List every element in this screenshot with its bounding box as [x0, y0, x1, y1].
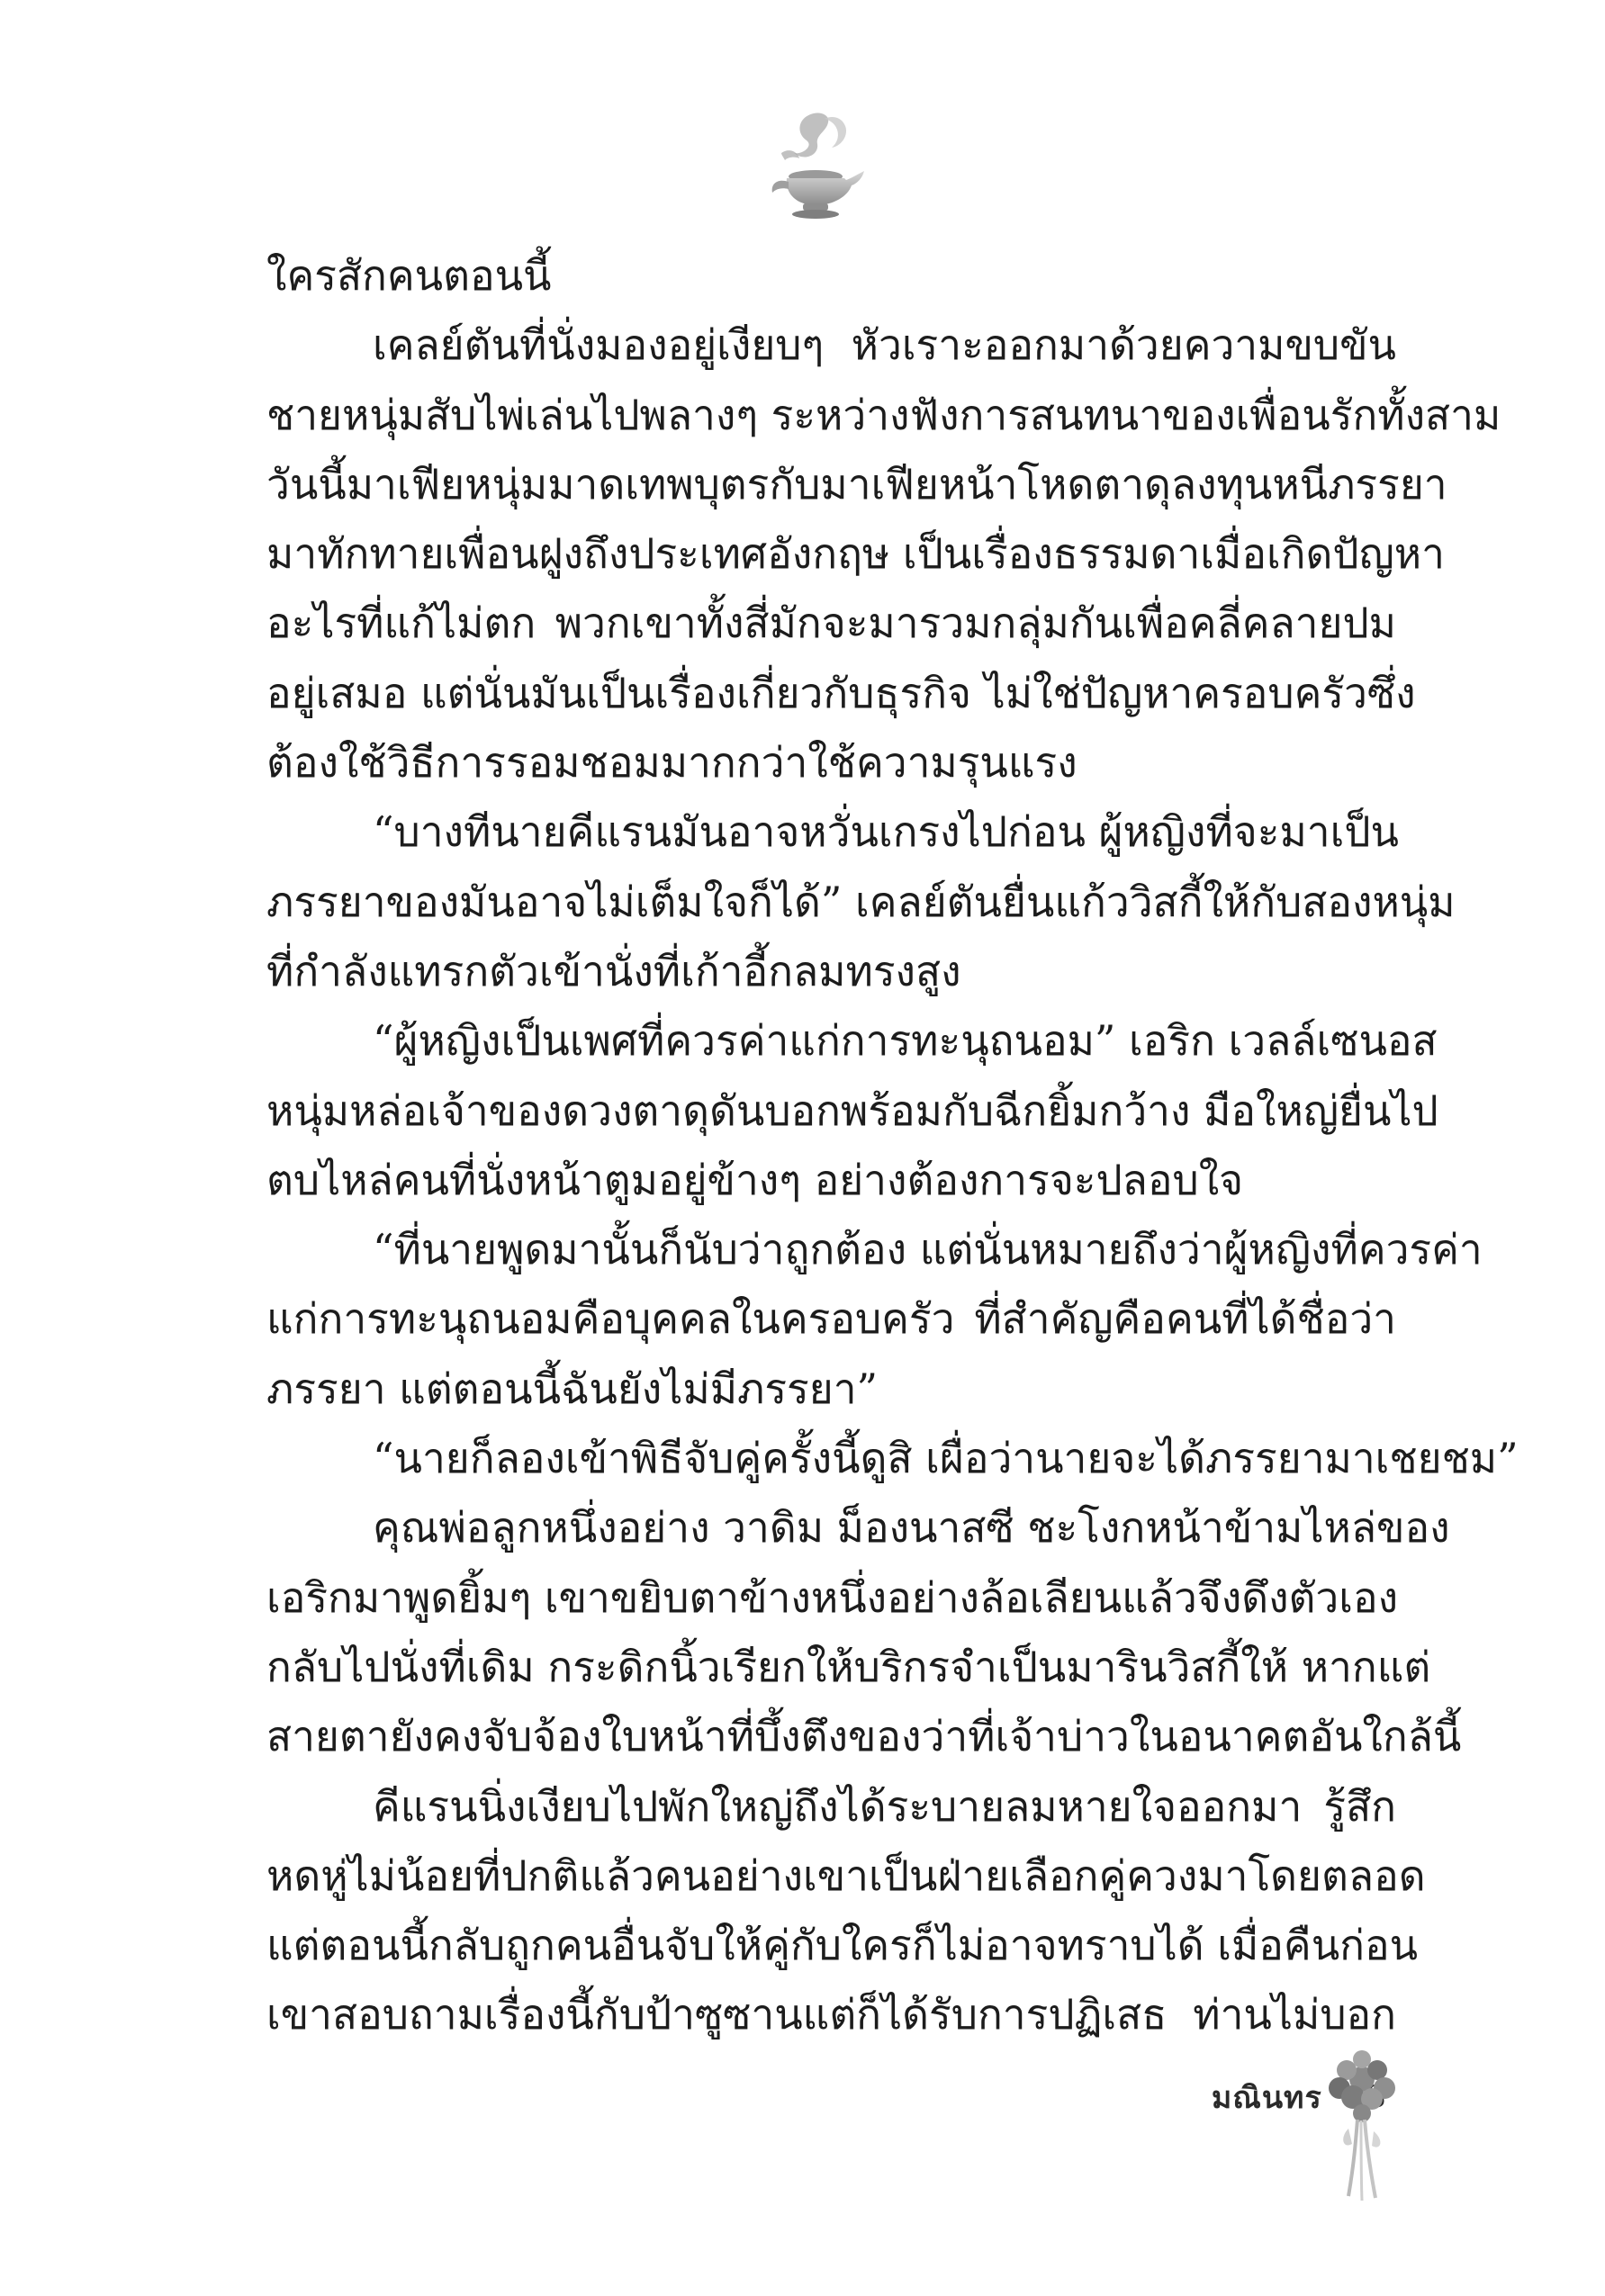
paragraph [266, 1493, 1462, 1771]
genie-lamp-icon [762, 106, 870, 223]
text-line: คีแรนนิ่งเงียบไปพักใหญ่ถึงได้ระบายลมหายใจออกมา รู้สึก [373, 1781, 1396, 1831]
paragraph [266, 1772, 1426, 2050]
text-line: มาทักทายเพื่อนฝูงถึงประเทศอังกฤษ เป็นเรื่องธรรมดาเมื่อเกิดปัญหา [266, 529, 1445, 579]
text-line: กลับไปนั่งที่เดิม กระดิกนิ้วเรียกให้บริกรจำเป็นมารินวิสกี้ให้ หากแต่ [266, 1642, 1431, 1691]
book-title: มณินทร [1211, 2080, 1322, 2116]
paragraph [266, 1424, 1519, 1493]
paragraph [266, 1006, 1438, 1215]
paragraph [266, 241, 1396, 311]
text-line: ภรรยาของมันอาจไม่เต็มใจก็ได้” เคลย์ตันยื่นแก้ววิสกี้ให้กับสองหนุ่ม [266, 877, 1456, 926]
text-line: “บางทีนายคีแรนมันอาจหวั่นเกรงไปก่อน ผู้หญิงที่จะมาเป็น [373, 807, 1399, 857]
text-line: อยู่เสมอ แต่นั่นมันเป็นเรื่องเกี่ยวกับธุรกิจ ไม่ใช่ปัญหาครอบครัวซึ่ง [266, 668, 1416, 717]
text-line: แต่ตอนนี้กลับถูกคนอื่นจับให้คู่กับใครก็ไม่อาจทราบได้ เมื่อคืนก่อน [266, 1921, 1419, 1970]
text-line: ชายหนุ่มสับไพ่เล่นไปพลางๆ ระหว่างฟังการสนทนาของเพื่อนรักทั้งสาม [266, 390, 1501, 439]
text-line: คุณพ่อลูกหนึ่งอย่าง วาดิม ม็องนาสซี ชะโงกหน้าข้ามไหล่ของ [373, 1503, 1450, 1553]
text-line: “ที่นายพูดมานั้นก็นับว่าถูกต้อง แต่นั่นหมายถึงว่าผู้หญิงที่ควรค่า [373, 1225, 1483, 1274]
text-line: เขาสอบถามเรื่องนี้กับป้าซูซานแต่ก็ได้รับการปฏิเสธ ท่านไม่บอก [266, 1990, 1396, 2039]
text-line: สายตายังคงจับจ้องใบหน้าที่บึ้งตึงของว่าที่เจ้าบ่าวในอนาคตอันใกล้นี้ [266, 1712, 1462, 1761]
paragraph [266, 311, 1501, 797]
paragraph [266, 797, 1456, 1006]
text-line: แก่การทะนุถนอมคือบุคคลในครอบครัว ที่สำคัญคือคนที่ได้ชื่อว่า [266, 1294, 1396, 1344]
text-line: อะไรที่แก้ไม่ตก พวกเขาทั้งสี่มักจะมารวมกลุ่มกันเพื่อคลี่คลายปม [266, 599, 1396, 648]
paragraph [266, 1215, 1483, 1424]
text-line: หดหู่ไม่น้อยที่ปกติแล้วคนอย่างเขาเป็นฝ่ายเลือกคู่ควงมาโดยตลอด [266, 1850, 1426, 1900]
text-line: ที่กำลังแทรกตัวเข้านั่งที่เก้าอี้กลมทรงสูง [266, 946, 961, 995]
text-line: “ผู้หญิงเป็นเพศที่ควรค่าแก่การทะนุถนอม” เอริก เวลล์เซนอส [373, 1016, 1438, 1066]
text-line: เอริกมาพูดยิ้มๆ เขาขยิบตาข้างหนึ่งอย่างล้อเลียนแล้วจึงดึงตัวเอง [266, 1572, 1399, 1622]
text-line: ตบไหล่คนที่นั่งหน้าตูมอยู่ข้างๆ อย่างต้องการจะปลอบใจ [266, 1155, 1244, 1204]
text-line: ใครสักคนตอนนี้ [266, 251, 552, 300]
text-line: เคลย์ตันที่นั่งมองอยู่เงียบๆ หัวเราะออกมาด้วยความขบขัน [373, 320, 1396, 370]
text-line: หนุ่มหล่อเจ้าของดวงตาดุดันบอกพร้อมกับฉีกยิ้มกว้าง มือใหญ่ยื่นไป [266, 1085, 1438, 1135]
body-text [266, 241, 1519, 2050]
flower-bouquet-icon [1312, 2043, 1411, 2205]
text-line: “นายก็ลองเข้าพิธีจับคู่ครั้งนี้ดูสิ เผื่อว่านายจะได้ภรรยามาเชยชม” [373, 1434, 1519, 1483]
text-line: ต้องใช้วิธีการรอมชอมมากกว่าใช้ความรุนแรง [266, 738, 1078, 788]
text-line: ภรรยา แต่ตอนนี้ฉันยังไม่มีภรรยา” [266, 1364, 879, 1413]
text-line: วันนี้มาเฟียหนุ่มมาดเทพบุตรกับมาเฟียหน้าโหดตาดุลงทุนหนีภรรยา [266, 459, 1447, 509]
